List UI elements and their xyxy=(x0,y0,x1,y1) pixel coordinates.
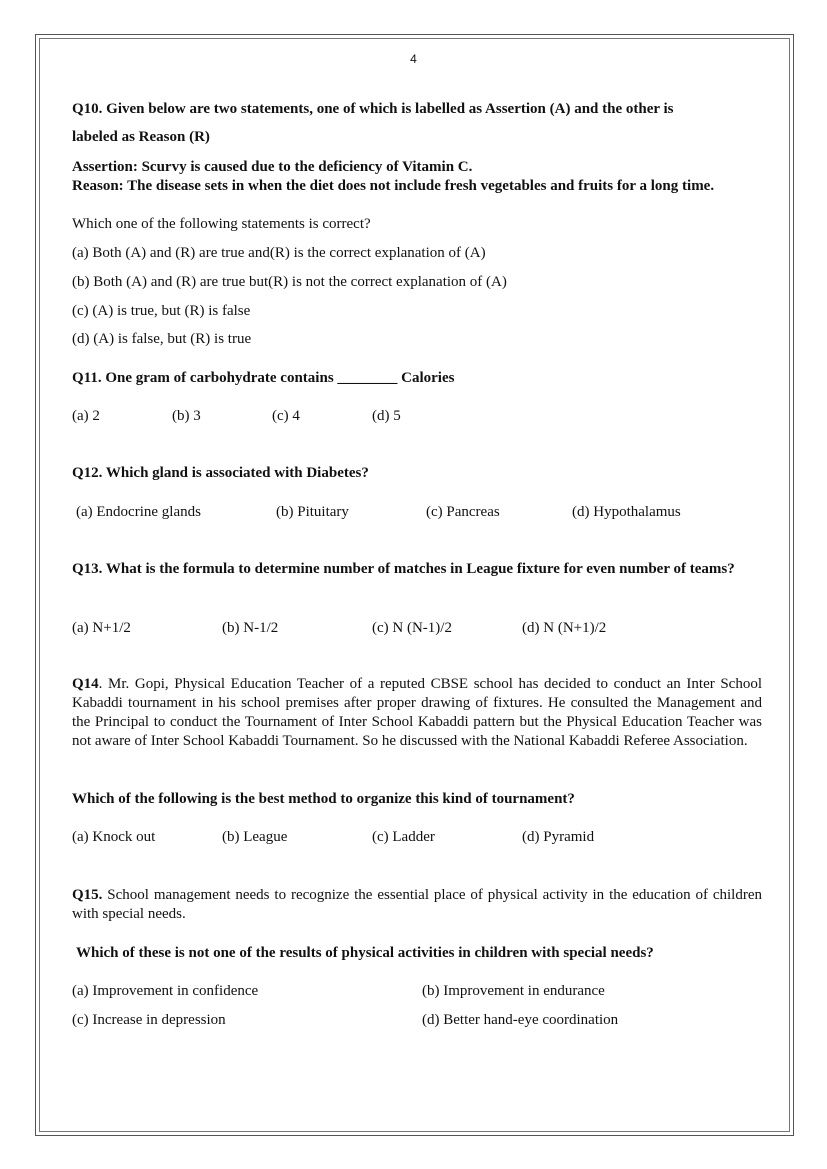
q10-option-a: (a) Both (A) and (R) are true and(R) is the correct explanation of (A) xyxy=(72,245,486,261)
q10-assertion: Assertion: Scurvy is caused due to the deficiency of Vitamin C. xyxy=(72,159,473,175)
page-number: 4 xyxy=(410,52,417,66)
q11-option-a: (a) 2 xyxy=(72,408,100,424)
q15-passage-text: School management needs to recognize the essential place of physical activity in the education of children with special needs. xyxy=(72,887,762,922)
q12-option-b: (b) Pituitary xyxy=(276,504,349,520)
q11-question: Q11. One gram of carbohydrate contains ________ Calories xyxy=(72,370,455,386)
q15-option-c: (c) Increase in depression xyxy=(72,1012,226,1028)
q14-option-b: (b) League xyxy=(222,829,288,845)
q12-question: Q12. Which gland is associated with Diabetes? xyxy=(72,465,369,481)
q13-option-b: (b) N-1/2 xyxy=(222,620,279,636)
q10-question-line-2: labeled as Reason (R) xyxy=(72,129,210,145)
q12-option-c: (c) Pancreas xyxy=(426,504,500,520)
q13-option-c: (c) N (N-1)/2 xyxy=(372,620,452,636)
q12-option-d: (d) Hypothalamus xyxy=(572,504,681,520)
q15-label: Q15. xyxy=(72,887,103,903)
q10-question-line-1: Q10. Given below are two statements, one of which is labelled as Assertion (A) and the other is xyxy=(72,101,674,117)
q14-option-d: (d) Pyramid xyxy=(522,829,595,845)
q13-option-d: (d) N (N+1)/2 xyxy=(522,620,607,636)
q15-passage xyxy=(72,886,762,924)
q10-option-c: (c) (A) is true, but (R) is false xyxy=(72,303,251,319)
q10-reason: Reason: The disease sets in when the diet does not include fresh vegetables and fruits for a long time. xyxy=(72,178,715,194)
q15-option-a: (a) Improvement in confidence xyxy=(72,983,259,999)
q12-option-a: (a) Endocrine glands xyxy=(76,504,201,520)
q11-option-b: (b) 3 xyxy=(172,408,201,424)
q14-label: Q14 xyxy=(72,676,99,692)
q15-question: Which of these is not one of the results of physical activities in children with special needs? xyxy=(76,945,654,961)
page-border-inner xyxy=(39,38,790,1132)
q13-question: Q13. What is the formula to determine number of matches in League fixture for even number of teams? xyxy=(72,561,735,577)
q14-question: Which of the following is the best method to organize this kind of tournament? xyxy=(72,791,575,807)
q11-option-d: (d) 5 xyxy=(372,408,401,424)
q15-option-b: (b) Improvement in endurance xyxy=(422,983,605,999)
q14-passage-text: . Mr. Gopi, Physical Education Teacher of a reputed CBSE school has decided to conduct an Inter School Kabaddi tournament in his school premises after proper drawing of fixtures. He consulted the Management and the Principal to conduct the Tournament of Inter School Kabaddi pattern but the Physical Education Teacher was not aware of Inter School Kabaddi Tournament. So he discussed with the National Kabaddi Referee Association. xyxy=(72,676,762,749)
q14-passage xyxy=(72,675,762,751)
q11-option-c: (c) 4 xyxy=(272,408,300,424)
q15-option-d: (d) Better hand-eye coordination xyxy=(422,1012,619,1028)
q14-option-c: (c) Ladder xyxy=(372,829,435,845)
q13-option-a: (a) N+1/2 xyxy=(72,620,131,636)
q10-option-b: (b) Both (A) and (R) are true but(R) is not the correct explanation of (A) xyxy=(72,274,507,290)
q10-option-d: (d) (A) is false, but (R) is true xyxy=(72,331,252,347)
q10-prompt: Which one of the following statements is correct? xyxy=(72,216,371,232)
q14-option-a: (a) Knock out xyxy=(72,829,156,845)
